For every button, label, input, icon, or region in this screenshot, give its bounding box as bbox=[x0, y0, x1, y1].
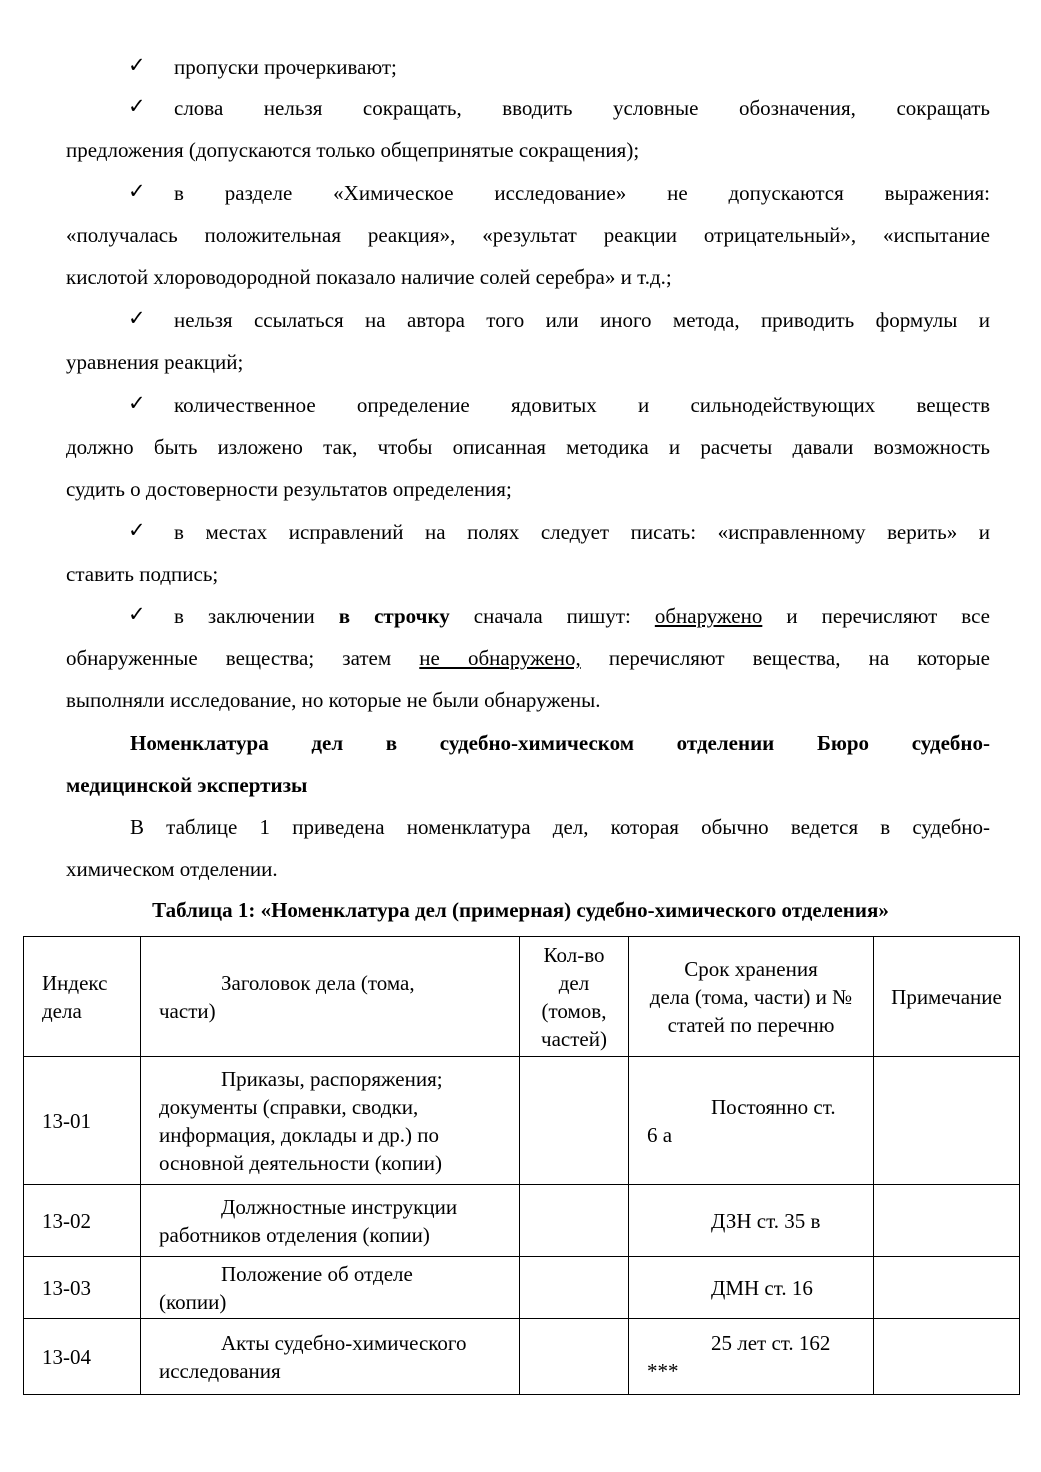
intro-line-1: В таблице 1 приведена номенклатура дел, которая обычно ведется в судебно- bbox=[130, 815, 990, 839]
text-segment: и перечисляют все bbox=[762, 604, 990, 628]
header-text: части) bbox=[159, 998, 216, 1023]
bullet-2-line-1: слова нельзя сокращать, вводить условные обозначения, сокращать bbox=[174, 96, 990, 120]
bullet-3-line-2: «получалась положительная реакция», «результат реакции отрицательный», «испытание bbox=[66, 223, 990, 247]
cell-count bbox=[520, 1257, 629, 1319]
cell-count bbox=[520, 1057, 629, 1185]
header-title bbox=[141, 937, 520, 1057]
table-caption: Таблица 1: «Номенклатура дел (примерная) судебно-химического отделения» bbox=[152, 898, 889, 922]
header-text: частей) bbox=[541, 1026, 607, 1051]
bullet-2-line-2: предложения (допускаются только общепринятые сокращения); bbox=[66, 138, 640, 162]
header-count bbox=[520, 937, 629, 1057]
bullet-1-line-1: пропуски прочеркивают; bbox=[174, 55, 397, 79]
checkmark-icon: ✓ bbox=[128, 53, 146, 77]
cell-text: документы (справки, сводки, bbox=[159, 1094, 419, 1119]
checkmark-icon: ✓ bbox=[128, 391, 146, 415]
cell-count bbox=[520, 1185, 629, 1257]
underlined-text: обнаружено bbox=[654, 604, 763, 628]
header-text: дела bbox=[42, 998, 82, 1023]
header-index bbox=[24, 937, 141, 1057]
header-text: (томов, bbox=[541, 998, 607, 1023]
bullet-5-line-1: количественное определение ядовитых и сильнодействующих веществ bbox=[174, 393, 990, 417]
checkmark-icon: ✓ bbox=[128, 306, 146, 330]
bullet-7-line-2 bbox=[66, 646, 990, 670]
cell-index: 13-04 bbox=[24, 1319, 141, 1395]
cell-note bbox=[874, 1057, 1020, 1185]
header-text: Срок хранения bbox=[684, 956, 818, 981]
cell-text: 25 лет ст. 162 bbox=[711, 1330, 831, 1355]
cell-text: основной деятельности (копии) bbox=[159, 1150, 443, 1175]
section-heading-line-2: медицинской экспертизы bbox=[66, 773, 308, 797]
cell-text: 6 а bbox=[647, 1122, 673, 1147]
intro-line-2: химическом отделении. bbox=[66, 857, 278, 881]
section-heading-line-1: Номенклатура дел в судебно-химическом отделении Бюро судебно- bbox=[130, 731, 990, 755]
table-row bbox=[24, 1257, 1020, 1319]
cell-count bbox=[520, 1319, 629, 1395]
bullet-7-line-1 bbox=[174, 604, 990, 628]
cell-title bbox=[141, 1057, 520, 1185]
cell-note bbox=[874, 1319, 1020, 1395]
bullet-5-line-2: должно быть изложено так, чтобы описанная методика и расчеты давали возможность bbox=[66, 435, 990, 459]
text-segment: сначала пишут: bbox=[449, 604, 655, 628]
cell-index: 13-02 bbox=[24, 1185, 141, 1257]
text-segment: в заключении bbox=[174, 604, 339, 628]
header-text: дел bbox=[558, 970, 590, 995]
checkmark-icon: ✓ bbox=[128, 94, 146, 118]
header-text: статей по перечню bbox=[667, 1012, 835, 1037]
cell-note bbox=[874, 1185, 1020, 1257]
bullet-7-line-3: выполняли исследование, но которые не были обнаружены. bbox=[66, 688, 601, 712]
cell-term bbox=[629, 1319, 874, 1395]
cell-term bbox=[629, 1185, 874, 1257]
table-header-row bbox=[24, 937, 1020, 1057]
cell-text: *** bbox=[647, 1358, 679, 1383]
cell-text: Акты судебно-химического bbox=[221, 1330, 467, 1355]
cell-title bbox=[141, 1319, 520, 1395]
cell-text: Положение об отделе bbox=[221, 1261, 413, 1286]
cell-note bbox=[874, 1257, 1020, 1319]
cell-text: Должностные инструкции bbox=[221, 1194, 458, 1219]
cell-text: ДМН ст. 16 bbox=[711, 1275, 813, 1300]
table-row bbox=[24, 1319, 1020, 1395]
bullet-6-line-2: ставить подпись; bbox=[66, 562, 219, 586]
underlined-text: не обнаружено, bbox=[419, 646, 581, 670]
bullet-6-line-1: в местах исправлений на полях следует писать: «исправленному верить» и bbox=[174, 520, 990, 544]
bold-text: в строчку bbox=[338, 604, 450, 628]
header-text: Заголовок дела (тома, bbox=[221, 970, 415, 995]
checkmark-icon: ✓ bbox=[128, 179, 146, 203]
header-text: Кол-во bbox=[543, 942, 605, 967]
header-note: Примечание bbox=[874, 937, 1020, 1057]
cell-title bbox=[141, 1257, 520, 1319]
cell-term bbox=[629, 1057, 874, 1185]
cell-text: ДЗН ст. 35 в bbox=[711, 1208, 821, 1233]
bullet-5-line-3: судить о достоверности результатов определения; bbox=[66, 477, 512, 501]
checkmark-icon: ✓ bbox=[128, 518, 146, 542]
bullet-3-line-1: в разделе «Химическое исследование» не допускаются выражения: bbox=[174, 181, 990, 205]
table-row bbox=[24, 1185, 1020, 1257]
cell-term bbox=[629, 1257, 874, 1319]
table-row bbox=[24, 1057, 1020, 1185]
cell-text: информация, доклады и др.) по bbox=[159, 1122, 440, 1147]
cell-text: исследования bbox=[159, 1358, 281, 1383]
cell-text: Постоянно ст. bbox=[711, 1094, 836, 1119]
cell-title bbox=[141, 1185, 520, 1257]
header-term bbox=[629, 937, 874, 1057]
header-text: Индекс bbox=[42, 970, 108, 995]
bullet-4-line-1: нельзя ссылаться на автора того или иного метода, приводить формулы и bbox=[174, 308, 990, 332]
checkmark-icon: ✓ bbox=[128, 602, 146, 626]
cell-index: 13-03 bbox=[24, 1257, 141, 1319]
header-text: дела (тома, части) и № bbox=[649, 984, 853, 1009]
text-segment: перечисляют вещества, на которые bbox=[580, 646, 990, 670]
cell-index: 13-01 bbox=[24, 1057, 141, 1185]
text-segment: обнаруженные вещества; затем bbox=[66, 646, 420, 670]
cell-text: работников отделения (копии) bbox=[159, 1222, 430, 1247]
cell-text: Приказы, распоряжения; bbox=[221, 1066, 443, 1091]
bullet-3-line-3: кислотой хлороводородной показало наличие солей серебра» и т.д.; bbox=[66, 265, 672, 289]
nomenclature-table bbox=[23, 936, 1020, 1395]
cell-text: (копии) bbox=[159, 1289, 227, 1314]
bullet-4-line-2: уравнения реакций; bbox=[66, 350, 244, 374]
